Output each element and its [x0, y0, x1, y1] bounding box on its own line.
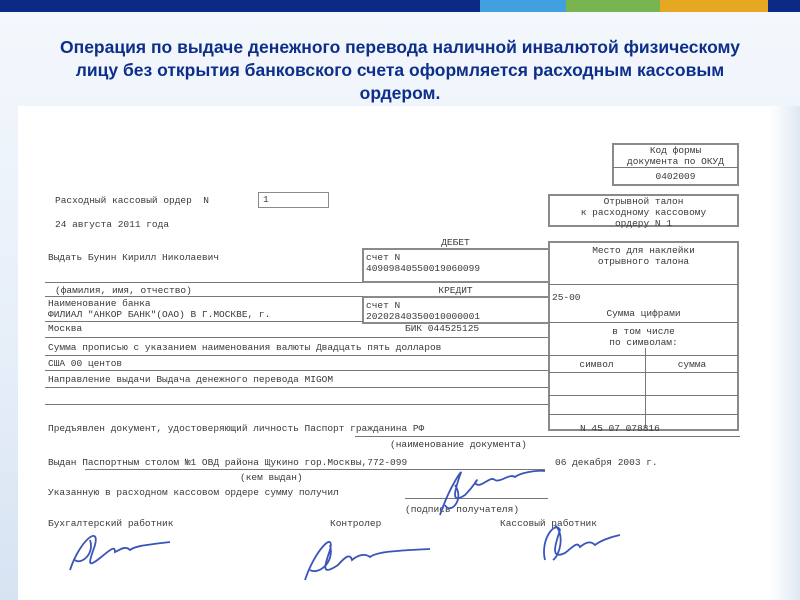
cashier-signature-icon — [525, 515, 625, 570]
slide-edge — [770, 106, 800, 600]
accountant-label: Бухгалтерский работник — [48, 518, 174, 529]
order-number: 1 — [263, 194, 269, 205]
bank — [48, 298, 270, 320]
symbols-line-2: по символам: — [609, 337, 678, 348]
stub-place-2: отрывного талона — [597, 256, 690, 267]
underline — [45, 296, 363, 297]
divider — [549, 395, 738, 396]
issue-to: Выдать Бунин Кирилл Николаевич — [48, 252, 220, 263]
underline — [45, 355, 548, 356]
symbols-line-1: в том числе — [612, 326, 675, 337]
underline — [45, 337, 548, 338]
fio-hint: (фамилия, имя, отчество) — [55, 285, 192, 296]
credit-label: КРЕДИТ — [438, 285, 473, 296]
order-date: 24 августа 2011 года — [55, 219, 170, 230]
underline — [45, 282, 363, 283]
order-label: Расходный кассовый ордер N — [55, 195, 209, 206]
amount-digits: 25-00 — [552, 292, 581, 303]
underline — [45, 370, 548, 371]
id-doc-hint: (наименование документа) — [390, 439, 527, 450]
credit-account-number: 20202840350010000001 — [366, 311, 481, 322]
okud-code: 0402009 — [655, 171, 696, 182]
stub-text — [548, 196, 739, 229]
top-bar-blue — [480, 0, 566, 12]
purpose: Направление выдачи Выдача денежного перевода MIGOM — [48, 374, 334, 385]
amount-words-2: США 00 центов — [48, 358, 123, 369]
symbols-label — [548, 326, 739, 348]
debit-account-label: счет N — [366, 252, 401, 263]
top-bar-green — [566, 0, 660, 12]
id-document: Предъявлен документ, удостоверяющий личность Паспорт гражданина РФ — [48, 423, 425, 434]
underline — [45, 321, 363, 322]
city: Москва — [48, 323, 83, 334]
issued-by: Выдан Паспортным столом №1 ОВД района Щукино гор.Москвы,772-099 — [48, 457, 408, 468]
id-number: N 45 07 078816 — [580, 423, 660, 434]
top-bar-navy-right — [768, 0, 800, 12]
divider — [549, 284, 738, 285]
top-bar-navy — [0, 0, 480, 12]
divider — [549, 414, 738, 415]
amount-words-1: Сумма прописью с указанием наименования валюты Двадцать пять долларов — [48, 342, 442, 353]
stub-line-1: Отрывной талон — [603, 196, 684, 207]
debit-account — [366, 252, 480, 274]
divider — [613, 167, 738, 168]
divider — [549, 355, 738, 356]
top-bar-orange — [660, 0, 768, 12]
received-text: Указанную в расходном кассовом ордере сумму получил — [48, 487, 339, 498]
cashier-label: Кассовый работник — [500, 518, 597, 529]
debit-account-number: 40909840550019060099 — [366, 263, 481, 274]
stub-line-3: ордеру N 1 — [614, 218, 672, 229]
okud-label-2: документа по ОКУД — [627, 156, 724, 167]
credit-account — [366, 300, 480, 322]
issued-date: 06 декабря 2003 г. — [555, 457, 658, 468]
symbol-column: символ — [579, 359, 614, 370]
divider — [549, 322, 738, 323]
recipient-sign-hint: (подпись получателя) — [405, 504, 520, 515]
credit-account-label: счет N — [366, 300, 401, 311]
divider — [549, 372, 738, 373]
okud-label-1: Код формы — [649, 145, 702, 156]
bank-name: ФИЛИАЛ "АНКОР БАНК"(ОАО) В Г.МОСКВЕ, г. — [48, 309, 271, 320]
underline — [355, 436, 740, 437]
bank-label: Наименование банка — [48, 298, 151, 309]
bik: БИК 044525125 — [405, 323, 480, 334]
stub-line-2: к расходному кассовому — [580, 207, 707, 218]
amount-digits-label: Сумма цифрами — [606, 308, 681, 319]
stub-place-text — [548, 245, 739, 267]
debit-label: ДЕБЕТ — [441, 237, 470, 248]
sum-column: сумма — [677, 359, 707, 370]
controller-signature-icon — [290, 525, 440, 585]
stub-place-1: Место для наклейки — [592, 245, 695, 256]
controller-label: Контролер — [330, 518, 382, 529]
underline — [45, 404, 548, 405]
slide-title: Операция по выдаче денежного перевода наличной инвалютой физическому лицу без открытия банковского счета оформляется расходным кассовым ордером. — [60, 37, 740, 103]
underline — [45, 387, 548, 388]
okud-label — [612, 145, 739, 167]
accountant-signature-icon — [60, 520, 180, 580]
issued-by-hint: (кем выдан) — [240, 472, 303, 483]
